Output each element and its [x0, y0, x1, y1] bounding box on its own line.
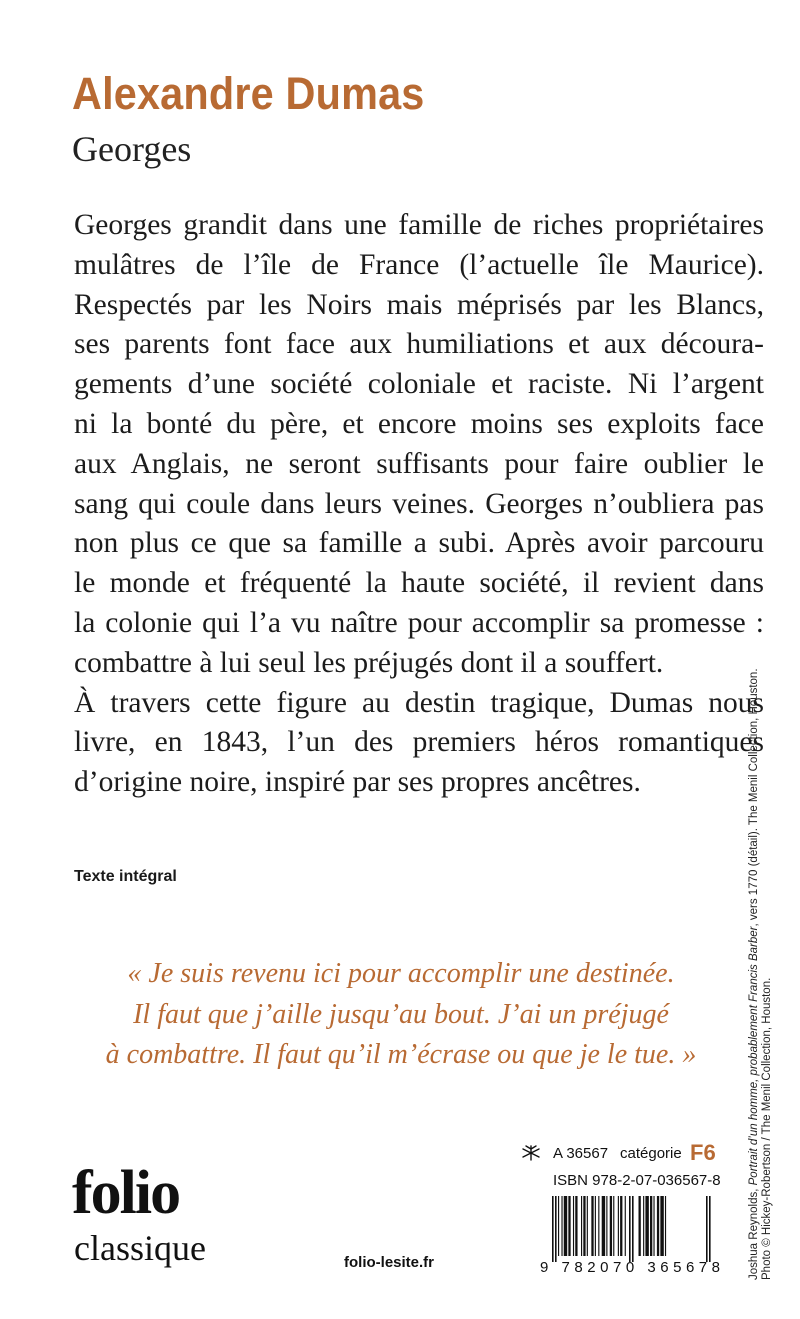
category-label: catégorie [620, 1145, 682, 1162]
website-link[interactable]: folio-lesite.fr [344, 1254, 435, 1271]
summary-line: la colonie qui l’a vu naître pour accomplir sa promesse : [74, 606, 764, 639]
summary-line: livre, en 1843, l’un des premiers héros romantiques [74, 726, 764, 759]
credit-line-1: Joshua Reynolds, Portrait d’un homme, probablement Francis Barber, vers 1770 (détail). The Menil Collection, Houston. [748, 668, 760, 1280]
integral-text-label: Texte intégral [74, 868, 177, 885]
summary-text [74, 206, 764, 803]
summary-line: Respectés par les Noirs mais méprisés par les Blancs, [74, 288, 764, 321]
folio-logo: folio [72, 1159, 180, 1227]
summary-line: combattre à lui seul les préjugés dont il a souffert. [74, 646, 664, 679]
quote-line: « Je suis revenu ici pour accomplir une destinée. [127, 958, 675, 989]
quote-line: Il faut que j’aille jusqu’au bout. J’ai un préjugé [133, 998, 669, 1030]
summary-line: aux Anglais, ne seront suffisants pour faire oublier le [74, 447, 764, 480]
credit-line-2: Photo © Hickey-Robertson / The Menil Collection, Houston. [761, 977, 773, 1280]
category-code: F6 [690, 1140, 716, 1165]
barcode-number: 9 782070 365678 [540, 1259, 720, 1274]
photo-credits [748, 668, 774, 1280]
gallimard-logo-icon [520, 1144, 542, 1162]
summary-line: sang qui coule dans leurs veines. Georges n’oubliera pas [74, 487, 764, 520]
summary-line: gements d’une société coloniale et raciste. Ni l’argent [74, 368, 764, 401]
isbn-number: ISBN 978-2-07-036567-8 [553, 1172, 721, 1189]
catalog-info [520, 1142, 730, 1166]
book-title: Georges [72, 129, 192, 169]
catalog-reference: A 36567 [553, 1145, 609, 1162]
summary-line: ses parents font face aux humiliations et aux découra- [74, 328, 764, 361]
summary-line: ni la bonté du père, et encore moins ses exploits face [74, 407, 764, 440]
summary-line: mulâtres de l’île de France (l’actuelle île Maurice). [74, 248, 764, 281]
classique-logo: classique [74, 1228, 206, 1268]
summary-line: Georges grandit dans une famille de riches propriétaires [74, 209, 764, 241]
summary-line: non plus ce que sa famille a subi. Après avoir parcouru [74, 527, 764, 560]
author-name: Alexandre Dumas [72, 68, 425, 119]
barcode [540, 1196, 722, 1274]
summary-line: d’origine noire, inspiré par ses propres ancêtres. [74, 766, 641, 799]
summary-line: le monde et fréquenté la haute société, il revient dans [74, 567, 764, 600]
pull-quote [82, 954, 720, 1076]
quote-line: à combattre. Il faut qu’il m’écrase ou que je le tue. » [105, 1039, 697, 1070]
summary-line: À travers cette figure au destin tragique, Dumas nous [74, 686, 764, 719]
